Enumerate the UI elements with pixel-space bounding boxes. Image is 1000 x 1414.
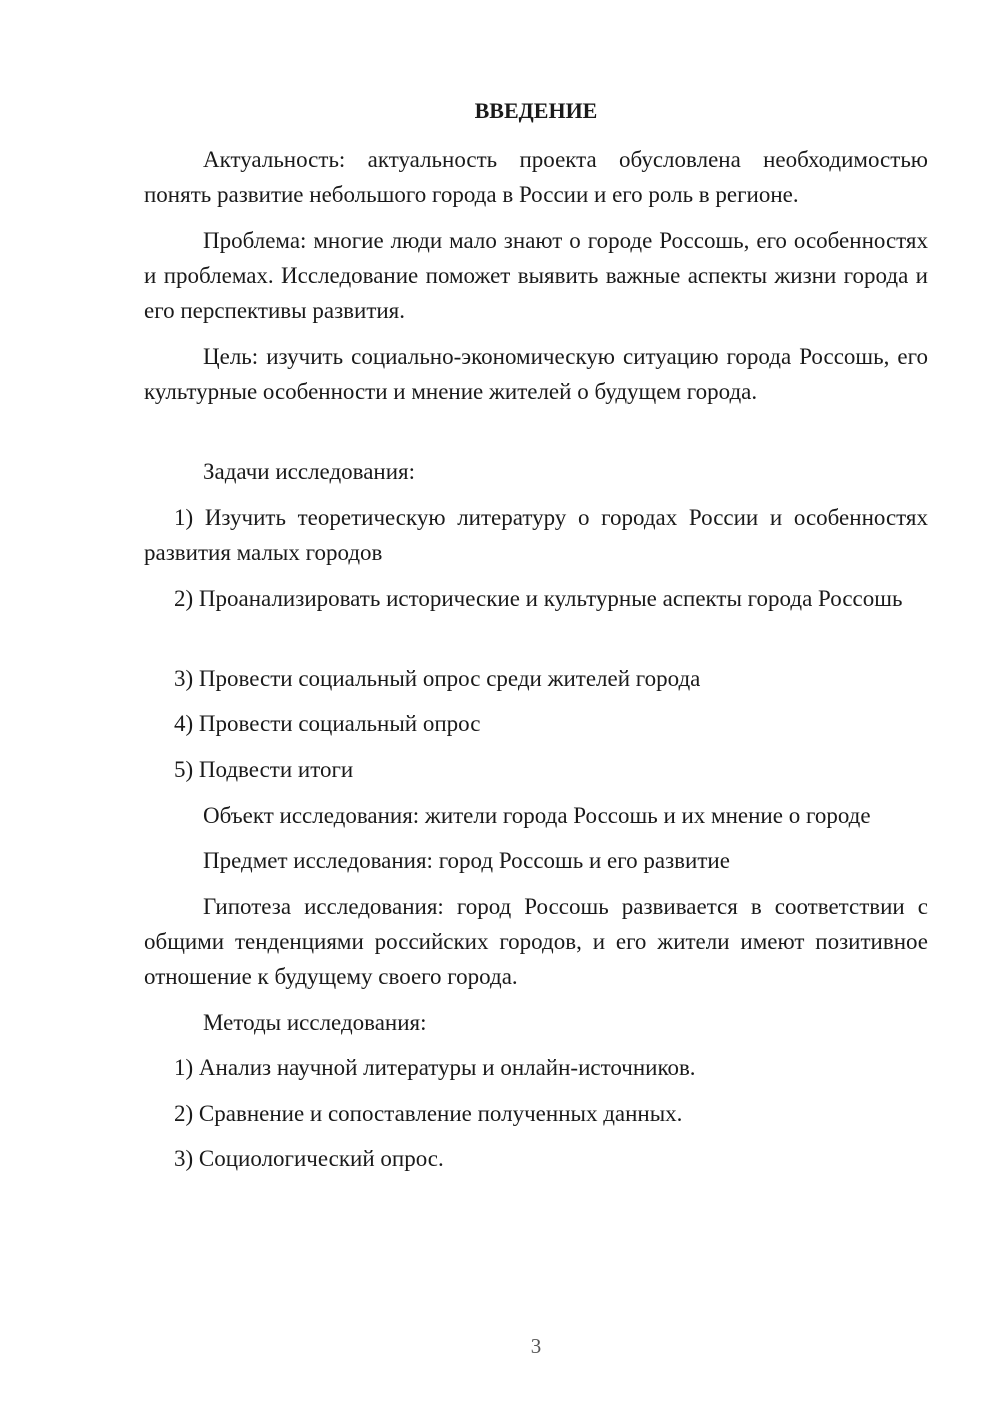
method-item-1: 1) Анализ научной литературы и онлайн-источников.: [174, 1055, 696, 1080]
method-item-3: 3) Социологический опрос.: [174, 1146, 444, 1171]
goal-paragraph: Цель: изучить социально-экономическую ситуацию города Россошь, его культурные особенности и мнение жителей о будущем города.: [144, 344, 928, 404]
task-item-2: 2) Проанализировать исторические и культурные аспекты города Россошь: [174, 586, 903, 611]
relevance-paragraph: Актуальность: актуальность проекта обусловлена необходимостью понять развитие небольшого города в России и его роль в регионе.: [144, 147, 928, 207]
tasks-title: Задачи исследования:: [203, 459, 416, 484]
methods-title: Методы исследования:: [203, 1010, 427, 1035]
hypothesis-paragraph: Гипотеза исследования: город Россошь развивается в соответствии с общими тенденциями российских городов, и его жители имеют позитивное отношение к будущему своего города.: [144, 894, 928, 989]
task-item-1: 1) Изучить теоретическую литературу о городах России и особенностях развития малых городов: [144, 505, 928, 565]
task-item-3: 3) Провести социальный опрос среди жителей города: [174, 666, 701, 691]
method-item-2: 2) Сравнение и сопоставление полученных данных.: [174, 1101, 683, 1126]
subject-paragraph: Предмет исследования: город Россошь и его развитие: [203, 848, 730, 873]
task-item-4: 4) Провести социальный опрос: [174, 711, 481, 736]
section-heading: ВВЕДЕНИЕ: [474, 98, 598, 123]
object-paragraph: Объект исследования: жители города Россошь и их мнение о городе: [203, 803, 871, 828]
task-item-5: 5) Подвести итоги: [174, 757, 354, 782]
problem-paragraph: Проблема: многие люди мало знают о городе Россошь, его особенностях и проблемах. Исследование поможет выявить важные аспекты жизни города и его перспективы развития.: [144, 228, 928, 323]
page-number: 3: [530, 1334, 542, 1358]
